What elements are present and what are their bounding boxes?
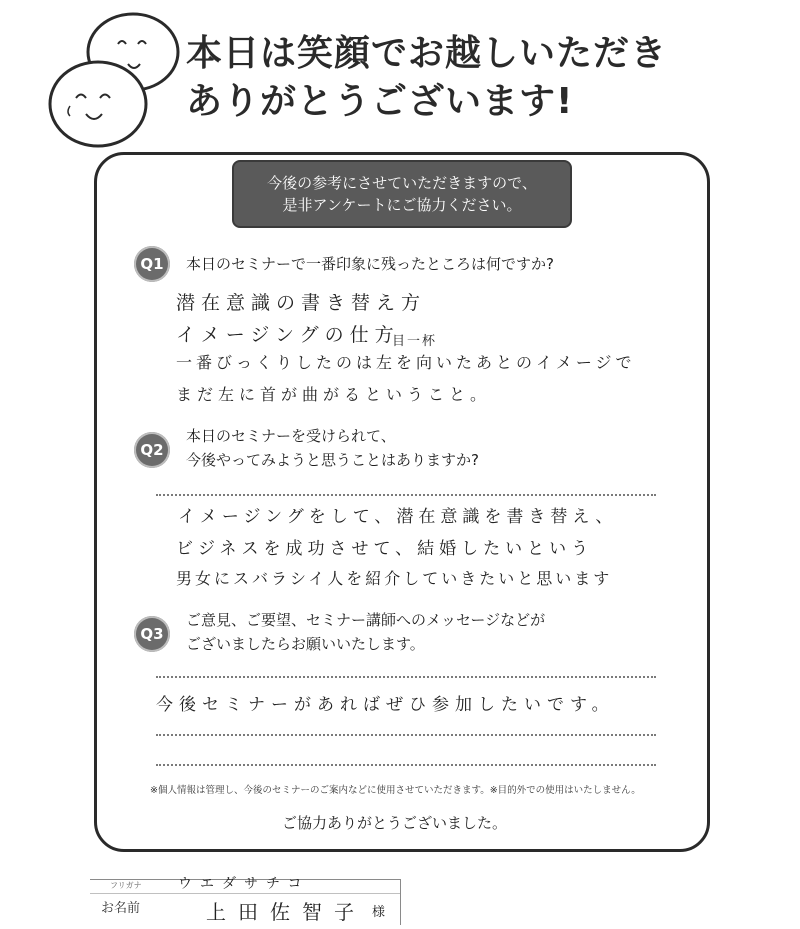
- privacy-note: ※個人情報は管理し、今後のセミナーのご案内などに使用させていただきます。※目的外での使用はいたしません。: [150, 785, 641, 796]
- smiling-faces-illustration: [40, 6, 180, 156]
- title-line-2: ありがとうございます!: [186, 81, 574, 122]
- q2-answer-rule-1: [156, 494, 656, 496]
- q3-answer-rule-3: [156, 764, 656, 766]
- name-box-mid-rule: [90, 893, 400, 894]
- q3-answer-rule-1: [156, 676, 656, 678]
- intro-banner: [232, 160, 572, 228]
- q1-badge: Q1: [134, 246, 170, 282]
- q2-question-line-1: 本日のセミナーを受けられて、: [186, 427, 396, 445]
- q2-answer-line-3: 男女にスバラシイ人を紹介していきたいと思います: [176, 569, 613, 588]
- q1-answer-line-1: 潜在意識の書き替え方: [176, 292, 427, 314]
- q1-answer-line-3: 一番びっくりしたのは左を向いたあとのイメージで: [176, 353, 636, 372]
- title-line-1: 本日は笑顔でお越しいただき: [186, 33, 668, 74]
- q3-question-line-2: ございましたらお願いいたします。: [186, 635, 425, 653]
- q3-answer-line-1: 今後セミナーがあればぜひ参加したいです。: [156, 695, 615, 715]
- q1-insert-note: 目一杯: [392, 334, 438, 349]
- q1-question: 本日のセミナーで一番印象に残ったところは何ですか?: [186, 255, 554, 273]
- thanks-message: ご協力ありがとうございました。: [282, 814, 508, 832]
- name-box-right-rule: [400, 879, 401, 925]
- furigana-value: ウエダサチコ: [178, 876, 310, 892]
- q1-answer-line-4: まだ左に首が曲がるということ。: [176, 385, 492, 404]
- intro-line-2: 是非アンケートにご協力ください。: [282, 196, 522, 214]
- q1-answer-line-2: イメージングの仕方: [176, 324, 400, 346]
- furigana-label: フリガナ: [110, 881, 142, 890]
- q2-answer-line-2: ビジネスを成功させて、結婚したいという: [176, 539, 594, 559]
- q2-question-line-2: 今後やってみようと思うことはありますか?: [186, 451, 479, 469]
- q2-answer-line-1: イメージングをして、潜在意識を書き替え、: [178, 507, 618, 527]
- q3-answer-rule-2: [156, 734, 656, 736]
- q2-badge: Q2: [134, 432, 170, 468]
- name-label: お名前: [101, 901, 141, 916]
- name-value: 上田佐智子: [206, 900, 366, 924]
- q3-badge: Q3: [134, 616, 170, 652]
- intro-line-1: 今後の参考にさせていただきますので、: [267, 174, 537, 192]
- honorific: 様: [372, 905, 386, 920]
- q3-question-line-1: ご意見、ご要望、セミナー講師へのメッセージなどが: [186, 611, 546, 629]
- page-title: [186, 30, 786, 126]
